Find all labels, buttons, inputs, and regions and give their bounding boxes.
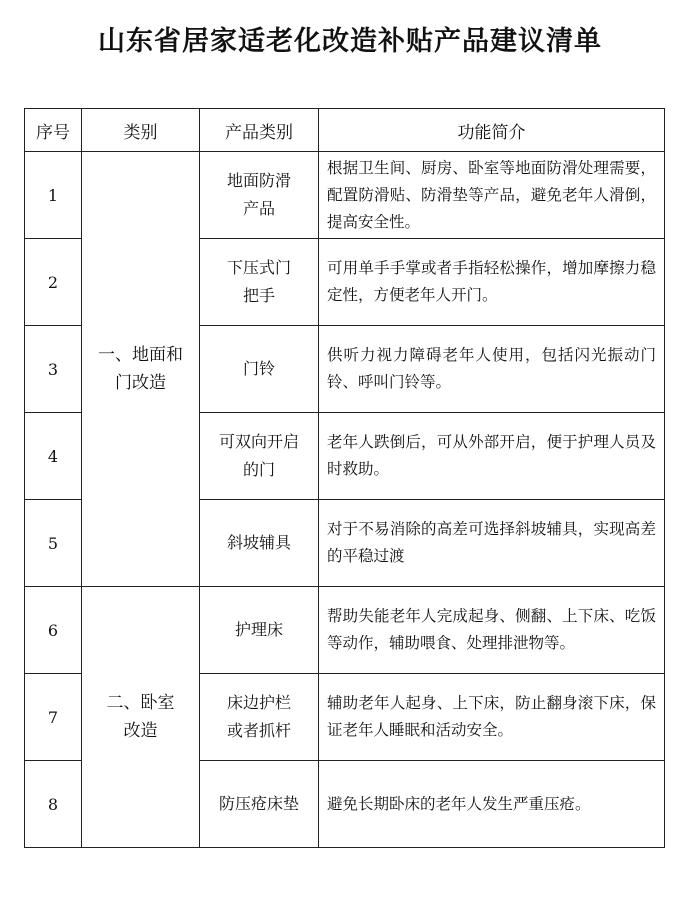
product-cell [200,500,319,587]
serial-cell: 3 [25,326,82,413]
product-line: 斜坡辅具 [226,533,291,552]
serial-cell: 8 [25,761,82,848]
description-cell: 避免长期卧床的老年人发生严重压疮。 [319,761,665,848]
product-cell [200,587,319,674]
product-cell [200,326,319,413]
product-line: 下压式门 [226,258,291,277]
table-header-row [25,109,665,152]
header-function: 功能简介 [319,109,665,152]
product-line: 产品 [242,199,275,218]
product-line: 地面防滑 [226,171,291,190]
product-line: 把手 [242,286,275,305]
product-cell [200,152,319,239]
serial-cell: 1 [25,152,82,239]
description-cell: 老年人跌倒后，可从外部开启，便于护理人员及时救助。 [319,413,665,500]
product-line: 门铃 [242,359,275,378]
serial-cell: 2 [25,239,82,326]
serial-cell: 6 [25,587,82,674]
description-cell: 辅助老年人起身、上下床，防止翻身滚下床，保证老年人睡眠和活动安全。 [319,674,665,761]
product-line: 床边护栏 [226,693,291,712]
document-title: 山东省居家适老化改造补贴产品建议清单 [98,26,602,57]
category-line: 二、卧室 [106,693,175,713]
description-cell: 供听力视力障碍老年人使用，包括闪光振动门铃、呼叫门铃等。 [319,326,665,413]
product-line: 护理床 [234,620,283,639]
category-cell-floor-door [82,152,200,587]
header-category: 类别 [82,109,200,152]
category-line: 一、地面和 [98,345,183,365]
category-line: 门改造 [115,373,166,393]
header-product-type: 产品类别 [200,109,319,152]
product-line: 的门 [242,460,275,479]
description-cell: 帮助失能老年人完成起身、侧翻、上下床、吃饭等动作，辅助喂食、处理排泄物等。 [319,587,665,674]
serial-cell: 4 [25,413,82,500]
description-cell: 根据卫生间、厨房、卧室等地面防滑处理需要，配置防滑贴、防滑垫等产品，避免老年人滑倒，提高安全性。 [319,152,665,239]
product-line: 或者抓杆 [226,721,291,740]
category-line: 改造 [123,721,158,741]
product-line: 防压疮床垫 [218,794,299,813]
description-cell: 可用单手手掌或者手指轻松操作，增加摩擦力稳定性，方便老年人开门。 [319,239,665,326]
product-cell [200,413,319,500]
product-table [24,108,665,848]
serial-cell: 7 [25,674,82,761]
table-row [25,152,665,239]
header-serial: 序号 [25,109,82,152]
serial-cell: 5 [25,500,82,587]
category-cell-bedroom [82,587,200,848]
description-cell: 对于不易消除的高差可选择斜坡辅具，实现高差的平稳过渡 [319,500,665,587]
product-cell [200,239,319,326]
product-cell [200,761,319,848]
product-line: 可双向开启 [218,432,299,451]
table-row [25,587,665,674]
product-cell [200,674,319,761]
